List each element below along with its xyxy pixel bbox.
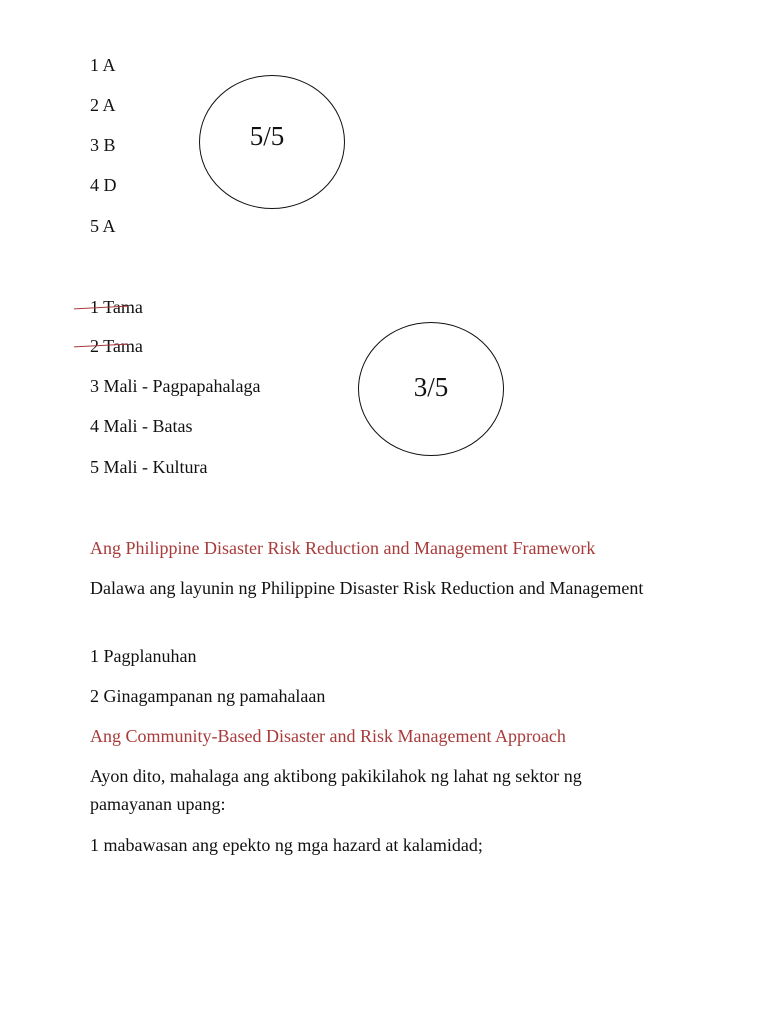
section1-item-1: 1 Pagplanuhan (90, 646, 197, 666)
section2-item-1: 1 mabawasan ang epekto ng mga hazard at kalamidad; (90, 835, 483, 855)
quiz2-answer-5: 5 Mali - Kultura (90, 457, 208, 477)
quiz2-answer-3: 3 Mali - Pagpapahalaga (90, 376, 261, 396)
section2-intro: Ayon dito, mahalaga ang aktibong pakikilahok ng lahat ng sektor ng pamayanan upang: (90, 766, 582, 814)
section2-heading: Ang Community-Based Disaster and Risk Management Approach (90, 726, 566, 746)
quiz2-answer-2: 2 Tama (90, 336, 143, 356)
quiz2-score-circle (358, 322, 504, 456)
quiz2-answer-4: 4 Mali - Batas (90, 416, 193, 436)
section1-item-2: 2 Ginagampanan ng pamahalaan (90, 686, 326, 706)
quiz1-score: 5/5 (249, 120, 285, 151)
section1-heading: Ang Philippine Disaster Risk Reduction and Management Framework (90, 538, 596, 558)
section1-intro: Dalawa ang layunin ng Philippine Disaster Risk Reduction and Management (90, 578, 644, 598)
quiz2-score: 3/5 (413, 371, 449, 402)
quiz1-answer-1: 1 A (90, 55, 116, 75)
quiz1-answer-3: 3 B (90, 135, 116, 155)
quiz1-answer-2: 2 A (90, 95, 116, 115)
quiz1-score-circle (199, 75, 345, 209)
quiz1-answer-5: 5 A (90, 216, 116, 236)
quiz1-answer-4: 4 D (90, 175, 117, 195)
quiz2-answer-1: 1 Tama (90, 297, 143, 317)
